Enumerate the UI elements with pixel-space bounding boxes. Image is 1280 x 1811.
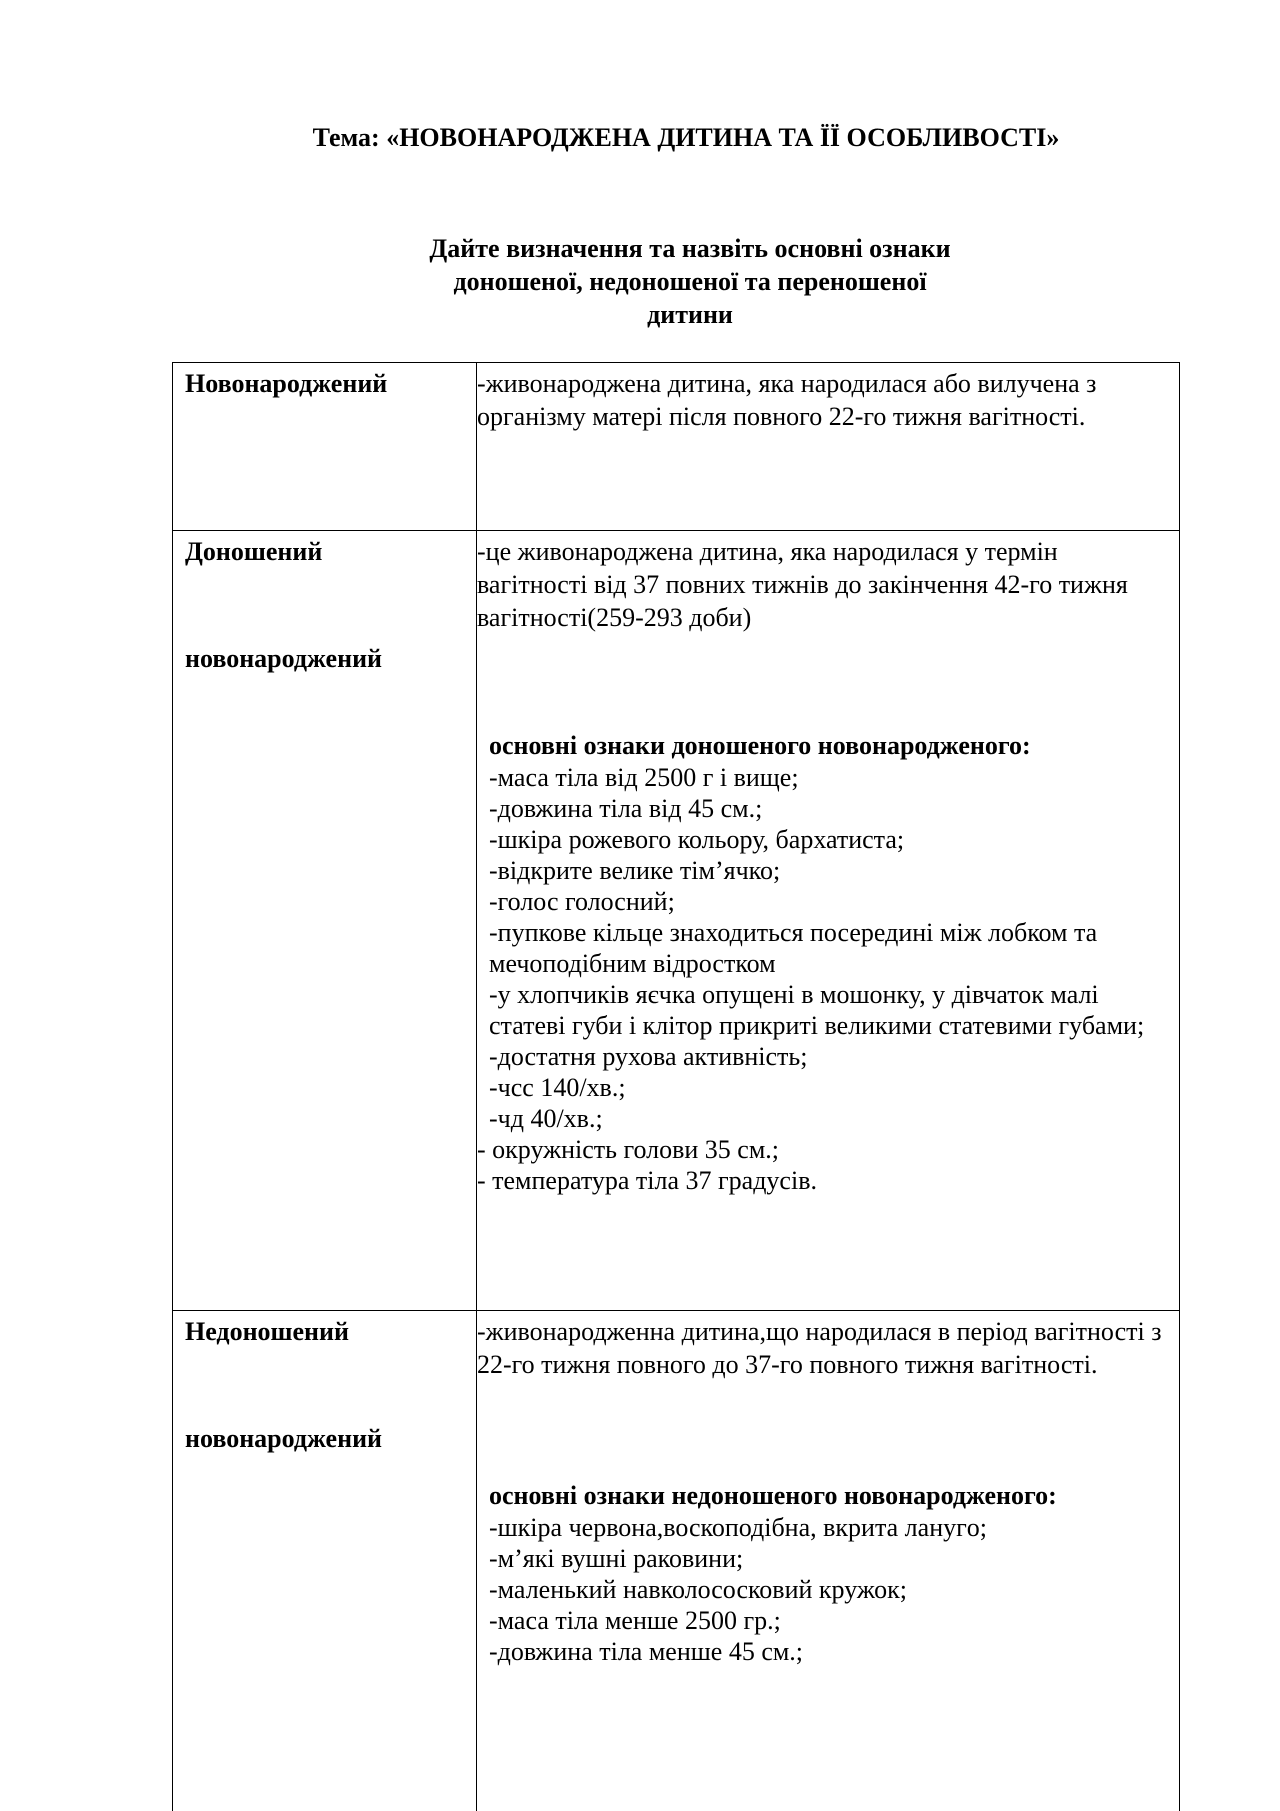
definition-text: -живонароджена дитина, яка народилася або вилучена з організму матері після повного 22-го тижня вагітності.: [477, 369, 1097, 431]
list-item: -довжина тіла від 45 см.;: [489, 794, 763, 823]
list-item: -маленький навколососковий кружок;: [489, 1575, 908, 1604]
list-item: -голос голосний;: [489, 887, 675, 916]
table-row-premature: [173, 1311, 1180, 1811]
list-item: - температура тіла 37 градусів.: [477, 1166, 817, 1195]
features-list: [477, 762, 1169, 1196]
definitions-table: [172, 362, 1180, 1811]
definition-text: -це живонароджена дитина, яка народилася у термін вагітності від 37 повних тижнів до закінчення 42-го тижня вагітності(259-293 доби): [477, 537, 1128, 632]
term-label: Доношений: [185, 537, 323, 566]
term-label: новонароджений: [185, 1424, 383, 1453]
list-item: -шкіра рожевого кольору, бархатиста;: [489, 825, 905, 854]
list-item: -відкрите велике тім’ячко;: [489, 856, 781, 885]
features-heading: основні ознаки доношеного новонародженого:: [489, 731, 1031, 760]
subtitle-line: Дайте визначення та назвіть основні ознаки: [429, 234, 951, 263]
definition-cell: [477, 531, 1180, 1311]
features-heading: основні ознаки недоношеного новонародженого:: [489, 1481, 1057, 1510]
list-item: -чсс 140/хв.;: [489, 1073, 626, 1102]
page-title: Тема: «НОВОНАРОДЖЕНА ДИТИНА ТА ЇЇ ОСОБЛИВОСТІ»: [312, 123, 1060, 152]
task-subtitle: [360, 232, 1020, 331]
term-label: Недоношений: [185, 1317, 349, 1346]
term-cell: [173, 363, 477, 531]
term-cell: [173, 531, 477, 1311]
term-label: Новонароджений: [185, 369, 388, 398]
list-item: - окружність голови 35 см.;: [477, 1135, 780, 1164]
features-list: [477, 1512, 1169, 1667]
definition-cell: [477, 363, 1180, 531]
list-item: -чд 40/хв.;: [489, 1104, 603, 1133]
list-item: -пупкове кільце знаходиться посередині між лобком та мечоподібним відростком: [489, 918, 1098, 978]
list-item: -достатня рухова активність;: [489, 1042, 808, 1071]
definition-cell: [477, 1311, 1180, 1811]
subtitle-line: дитини: [647, 300, 733, 329]
definition-text: -живонародженна дитина,що народилася в період вагітності з 22-го тижня повного до 37-го повного тижня вагітності.: [477, 1317, 1162, 1379]
list-item: -шкіра червона,воскоподібна, вкрита ланугo;: [489, 1513, 987, 1542]
table-row-full-term: [173, 531, 1180, 1311]
list-item: -маса тіла менше 2500 гр.;: [489, 1606, 781, 1635]
list-item: -м’які вушні раковини;: [489, 1544, 744, 1573]
table-row-newborn: [173, 363, 1180, 531]
list-item: -у хлопчиків яєчка опущені в мошонку, у дівчаток малі статеві губи і клітор прикриті великими статевими губами;: [489, 980, 1145, 1040]
subtitle-line: доношеної, недоношеної та переношеної: [453, 267, 927, 296]
term-label: новонароджений: [185, 644, 383, 673]
term-cell: [173, 1311, 477, 1811]
list-item: -довжина тіла менше 45 см.;: [489, 1637, 804, 1666]
list-item: -маса тіла від 2500 г і вище;: [489, 763, 799, 792]
